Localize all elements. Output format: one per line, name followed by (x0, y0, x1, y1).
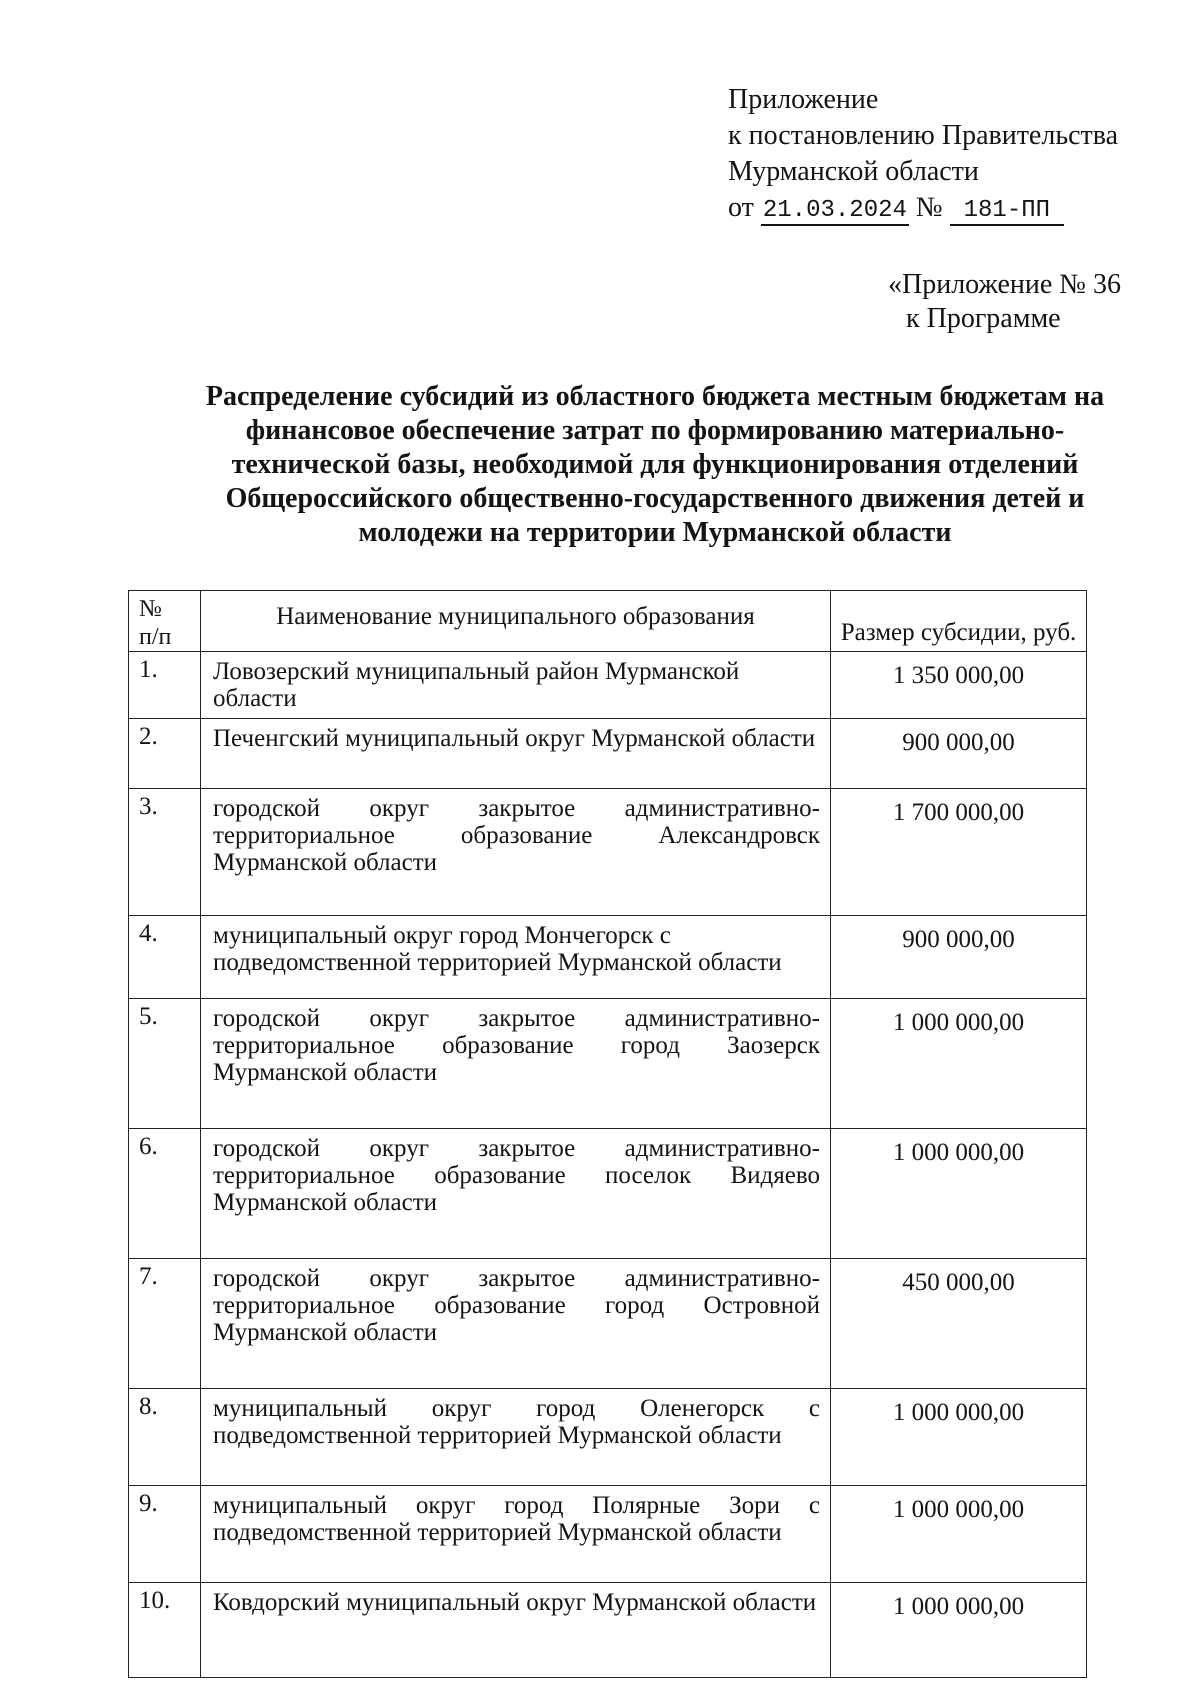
table-row (129, 999, 1087, 1129)
row-number: 10. (129, 1583, 201, 1678)
row-amount: 1 000 000,00 (831, 1486, 1087, 1583)
annex-block (728, 82, 1118, 226)
row-number: 4. (129, 916, 201, 999)
row-amount: 1 000 000,00 (831, 1583, 1087, 1678)
row-municipality: Ловозерский муниципальный район Мурманской области (201, 652, 831, 719)
row-municipality: муниципальный округ город Оленегорск с подведомственной территорией Мурманской области (201, 1389, 831, 1486)
program-annex-block (888, 268, 1121, 336)
annex-date-line (728, 190, 1118, 226)
table-row (129, 652, 1087, 719)
annex-line-2: к постановлению Правительства (728, 120, 1119, 151)
row-municipality: городской округ закрытое административно-территориальное образование Александровск Мурманской области (201, 789, 831, 916)
table-row (129, 1583, 1087, 1678)
annex-line-1: Приложение (728, 84, 879, 115)
row-amount: 900 000,00 (831, 719, 1087, 789)
column-header-amount: Размер субсидии, руб. (831, 591, 1087, 652)
row-amount: 1 000 000,00 (831, 1389, 1087, 1486)
table-row (129, 1486, 1087, 1583)
table-row (129, 1389, 1087, 1486)
row-number: 7. (129, 1259, 201, 1389)
column-header-number (129, 591, 201, 652)
row-number: 2. (129, 719, 201, 789)
number-sign: № (915, 192, 943, 223)
document-title: Распределение субсидий из областного бюджета местным бюджетам на финансовое обеспечение затрат по формированию материально-технической базы, необходимой для функционирования отделений Общероссийского общественно-государственного движения детей и молодежи на территории Мурманской области (205, 381, 1105, 548)
table-row (129, 789, 1087, 916)
table-row (129, 1259, 1087, 1389)
row-municipality: муниципальный округ город Мончегорск с подведомственной территорией Мурманской области (201, 916, 831, 999)
row-municipality: городской округ закрытое административно-территориальное образование город Заозерск Мурманской области (201, 999, 831, 1129)
row-number: 8. (129, 1389, 201, 1486)
row-municipality: муниципальный округ город Полярные Зори с подведомственной территорией Мурманской области (201, 1486, 831, 1583)
program-annex-line-1: «Приложение № 36 (888, 269, 1121, 300)
row-amount: 1 000 000,00 (831, 1129, 1087, 1259)
row-municipality: городской округ закрытое административно-территориальное образование город Островной Мурманской области (201, 1259, 831, 1389)
row-amount: 900 000,00 (831, 916, 1087, 999)
row-municipality: городской округ закрытое административно-территориальное образование поселок Видяево Мурманской области (201, 1129, 831, 1259)
row-municipality: Ковдорский муниципальный округ Мурманской области (201, 1583, 831, 1678)
table-row (129, 1129, 1087, 1259)
table-row (129, 719, 1087, 789)
annex-line-3: Мурманской области (728, 156, 979, 187)
row-amount: 1 000 000,00 (831, 999, 1087, 1129)
column-header-number-line-1: № (139, 596, 162, 622)
row-amount: 1 350 000,00 (831, 652, 1087, 719)
row-amount: 450 000,00 (831, 1259, 1087, 1389)
table-header-row (129, 591, 1087, 652)
row-number: 3. (129, 789, 201, 916)
table-row (129, 916, 1087, 999)
column-header-number-line-2: п/п (139, 624, 172, 650)
subsidy-table (128, 590, 1087, 1678)
row-municipality: Печенгский муниципальный округ Мурманской области (201, 719, 831, 789)
program-annex-line-2: к Программе (906, 303, 1061, 334)
row-amount: 1 700 000,00 (831, 789, 1087, 916)
row-number: 5. (129, 999, 201, 1129)
row-number: 9. (129, 1486, 201, 1583)
column-header-name: Наименование муниципального образования (201, 591, 831, 652)
resolution-date: 21.03.2024 (762, 197, 907, 224)
row-number: 1. (129, 652, 201, 719)
date-prefix: от (728, 192, 754, 223)
resolution-number: 181-ПП (950, 198, 1064, 226)
row-number: 6. (129, 1129, 201, 1259)
